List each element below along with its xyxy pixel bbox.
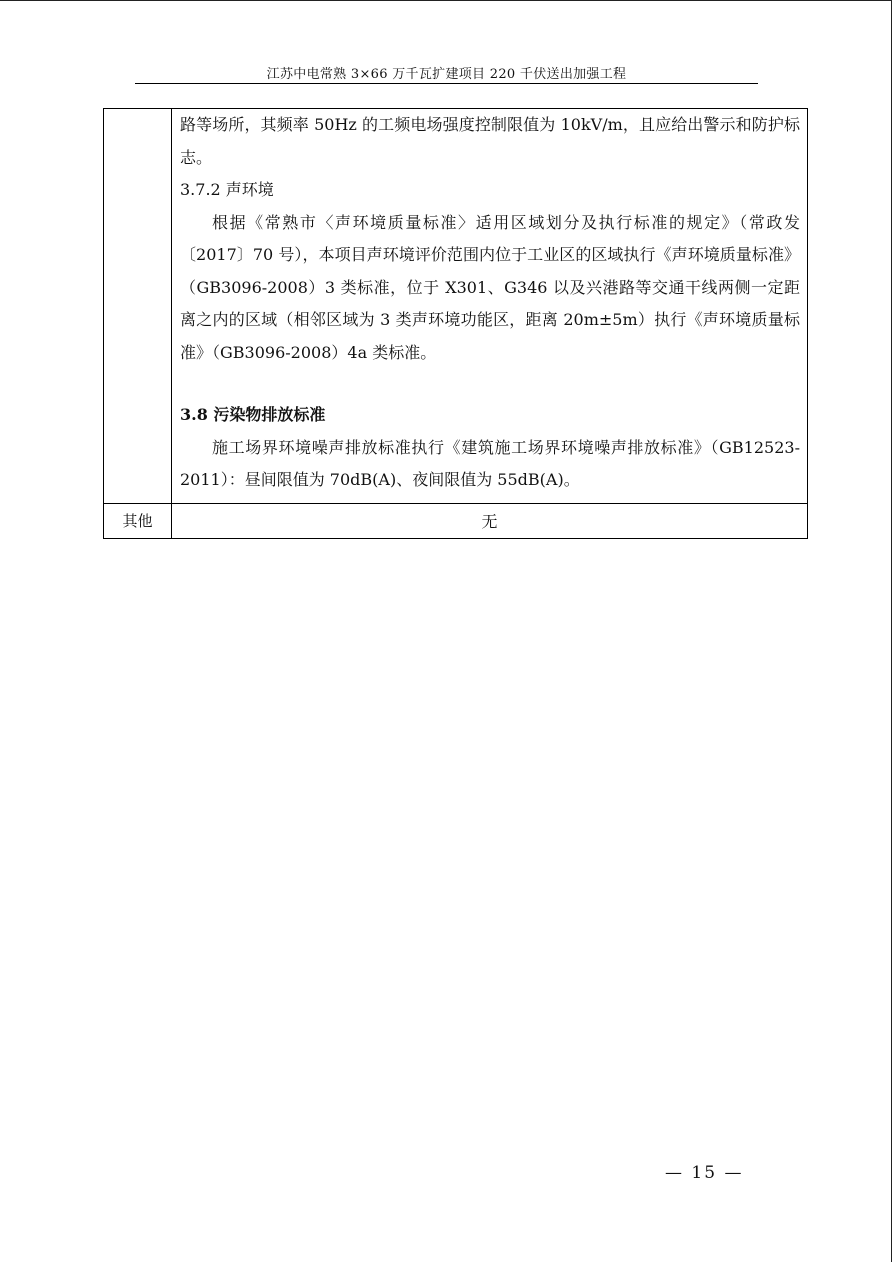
table-row-other: [104, 503, 808, 538]
page-top-border: [0, 0, 892, 1]
table-row-standards: [104, 109, 808, 504]
running-header-title: 江苏中电常熟 3×66 万千瓦扩建项目 220 千伏送出加强工程: [266, 67, 627, 82]
page-number: — 15 —: [665, 1163, 744, 1183]
paragraph-construction-noise: 施工场界环境噪声排放标准执行《建筑施工场界环境噪声排放标准》（GB12523-2011）：昼间限值为 70dB(A)、夜间限值为 55dB(A)。: [180, 437, 800, 489]
other-label-cell: 其他: [104, 503, 172, 538]
other-value-cell: 无: [172, 503, 808, 538]
section-heading-3-8: 3.8 污染物排放标准: [180, 405, 326, 424]
paragraph-acoustic-environment: 根据《常熟市〈声环境质量标准〉适用区域划分及执行标准的规定》（常政发〔2017〕70 号），本项目声环境评价范围内位于工业区的区域执行《声环境质量标准》（GB3096-2008）3 类标准，位于 X301、G346 以及兴港路等交通干线两侧一定距离之内的区域（相邻区域为 3 类声环境功能区，距离 20m±5m）执行《声环境质量标准》（GB3096-2008）4a 类标准。: [180, 212, 800, 362]
row-label-cell: [104, 109, 172, 504]
content-table: [103, 108, 808, 539]
standards-content-cell: [172, 109, 808, 504]
spacer: [180, 369, 800, 399]
paragraph-power-frequency-limit: 路等场所，其频率 50Hz 的工频电场强度控制限值为 10kV/m，且应给出警示和防护标志。: [180, 115, 800, 167]
section-heading-3-7-2: 3.7.2 声环境: [180, 180, 274, 199]
header-rule: [135, 83, 758, 84]
